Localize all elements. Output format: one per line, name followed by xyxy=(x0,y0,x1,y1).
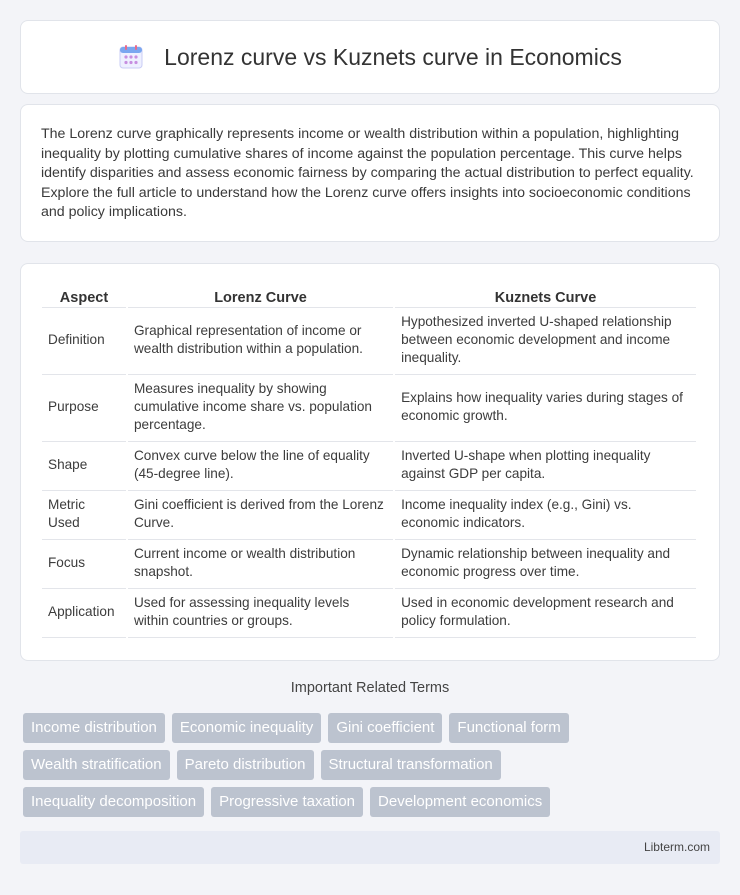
tag-pareto-distribution[interactable]: Pareto distribution xyxy=(177,750,314,780)
table-row xyxy=(42,308,696,375)
tag-row xyxy=(23,713,723,743)
aspect-cell: Definition xyxy=(42,308,126,375)
kuznets-cell: Inverted U-shape when plotting inequality against GDP per capita. xyxy=(395,442,696,491)
footer xyxy=(20,831,720,864)
lorenz-cell: Graphical representation of income or wealth distribution within a population. xyxy=(128,308,393,375)
header-aspect: Aspect xyxy=(42,284,126,308)
page-title: Lorenz curve vs Kuznets curve in Economics xyxy=(164,43,622,70)
tag-economic-inequality[interactable]: Economic inequality xyxy=(172,713,321,743)
lorenz-cell: Current income or wealth distribution snapshot. xyxy=(128,540,393,589)
tag-inequality-decomposition[interactable]: Inequality decomposition xyxy=(23,787,204,817)
kuznets-cell: Explains how inequality varies during stages of economic growth. xyxy=(395,375,696,442)
related-terms xyxy=(23,713,723,824)
table-row xyxy=(42,375,696,442)
kuznets-cell: Income inequality index (e.g., Gini) vs. economic indicators. xyxy=(395,491,696,540)
aspect-cell: Focus xyxy=(42,540,126,589)
tag-row xyxy=(23,750,723,780)
lorenz-cell: Measures inequality by showing cumulative income share vs. population percentage. xyxy=(128,375,393,442)
header-lorenz: Lorenz Curve xyxy=(128,284,393,308)
title-card xyxy=(20,20,720,94)
comparison-table xyxy=(40,284,698,638)
tag-functional-form[interactable]: Functional form xyxy=(449,713,568,743)
tag-progressive-taxation[interactable]: Progressive taxation xyxy=(211,787,363,817)
comparison-table-card xyxy=(20,263,720,661)
kuznets-cell: Used in economic development research and policy formulation. xyxy=(395,589,696,638)
tag-income-distribution[interactable]: Income distribution xyxy=(23,713,165,743)
aspect-cell: Metric Used xyxy=(42,491,126,540)
related-terms-title: Important Related Terms xyxy=(290,680,450,696)
tag-structural-transformation[interactable]: Structural transformation xyxy=(321,750,501,780)
intro-card xyxy=(20,104,720,242)
lorenz-cell: Used for assessing inequality levels within countries or groups. xyxy=(128,589,393,638)
tag-wealth-stratification[interactable]: Wealth stratification xyxy=(23,750,170,780)
tag-row xyxy=(23,787,723,817)
kuznets-cell: Hypothesized inverted U-shaped relationship between economic development and income inequality. xyxy=(395,308,696,375)
header-kuznets: Kuznets Curve xyxy=(395,284,696,308)
tag-development-economics[interactable]: Development economics xyxy=(370,787,550,817)
kuznets-cell: Dynamic relationship between inequality and economic progress over time. xyxy=(395,540,696,589)
tag-gini-coefficient[interactable]: Gini coefficient xyxy=(328,713,442,743)
table-header-row xyxy=(42,284,696,308)
intro-text: The Lorenz curve graphically represents income or wealth distribution within a population, highlighting inequality by plotting cumulative shares of income against the population percentage. This curve helps identify disparities and assess economic fairness by comparing the actual distribution to perfect equality. Explore the full article to understand how the Lorenz curve offers insights into socioeconomic conditions and policy implications. xyxy=(41,126,694,220)
lorenz-cell: Convex curve below the line of equality (45-degree line). xyxy=(128,442,393,491)
table-row xyxy=(42,589,696,638)
table-row xyxy=(42,540,696,589)
lorenz-cell: Gini coefficient is derived from the Lorenz Curve. xyxy=(128,491,393,540)
footer-site-link[interactable]: Libterm.com xyxy=(643,840,710,854)
aspect-cell: Shape xyxy=(42,442,126,491)
table-row xyxy=(42,442,696,491)
aspect-cell: Purpose xyxy=(42,375,126,442)
calendar-icon xyxy=(118,44,144,70)
aspect-cell: Application xyxy=(42,589,126,638)
table-row xyxy=(42,491,696,540)
